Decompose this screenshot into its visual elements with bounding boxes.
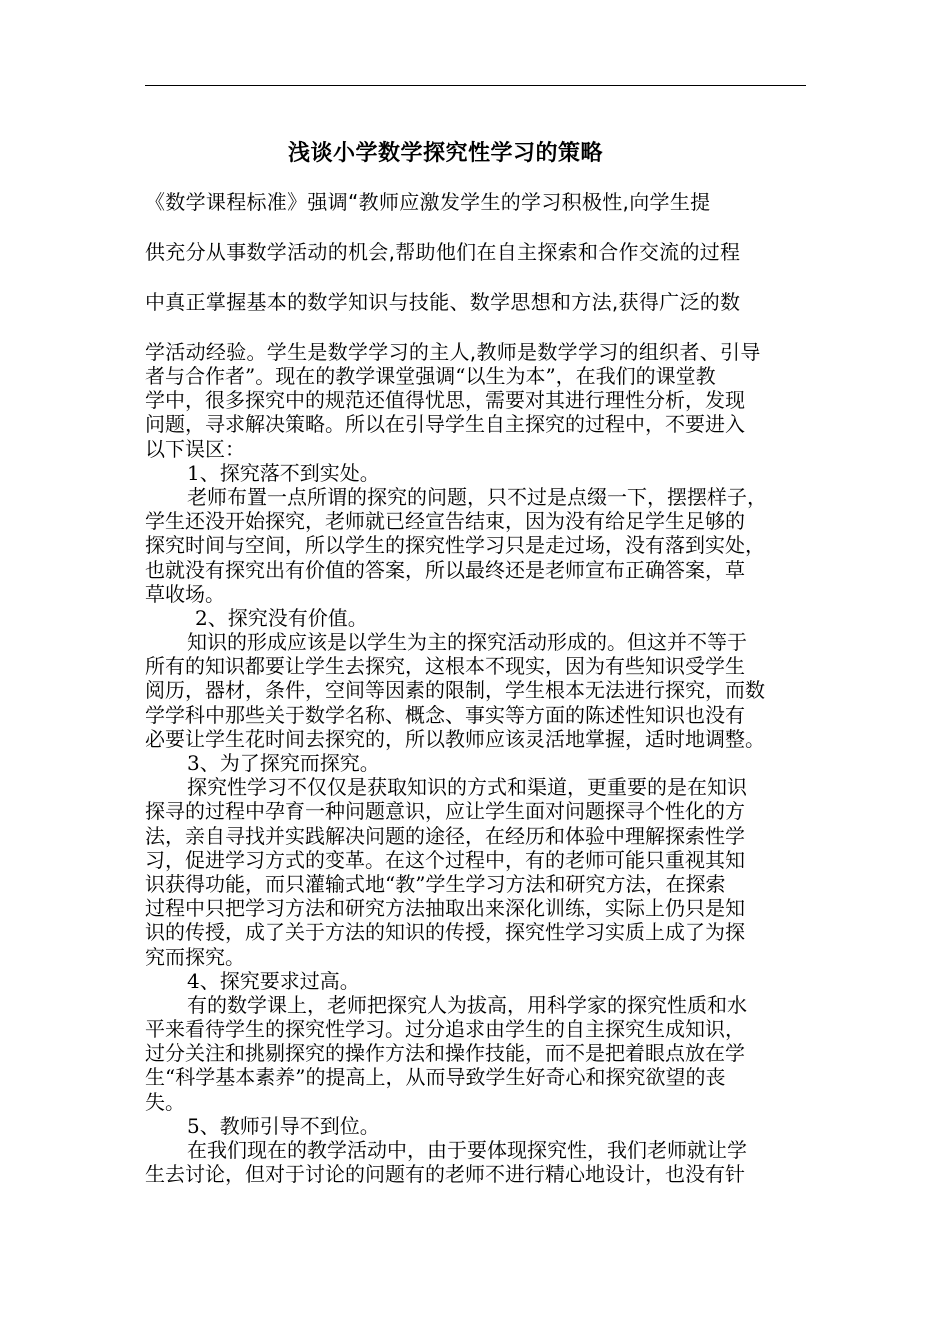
body-line: 究而探究。	[145, 944, 245, 969]
body-line: 法，亲自寻找并实践解决问题的途径，在经历和体验中理解探索性学	[145, 823, 745, 848]
body-line: 生去讨论，但对于讨论的问题有的老师不进行精心地设计，也没有针	[145, 1162, 745, 1187]
body-line: 2、探究没有价值。	[195, 605, 368, 630]
body-line: 学中，很多探究中的规范还值得忧思，需要对其进行理性分析，发现	[145, 388, 745, 413]
body-line: 学学科中那些关于数学名称、概念、事实等方面的陈述性知识也没有	[145, 702, 745, 727]
body-line: 平来看待学生的探究性学习。过分追求由学生的自主探究生成知识，	[145, 1017, 745, 1042]
body-line: 学生还没开始探究，老师就已经宣告结束，因为没有给足学生足够的	[145, 509, 745, 534]
document-title: 浅谈小学数学探究性学习的策略	[287, 141, 603, 166]
body-line: 过程中只把学习方法和研究方法抽取出来深化训练，实际上仍只是知	[145, 896, 745, 921]
intro-line-2: 供充分从事数学活动的机会,帮助他们在自主探索和合作交流的过程	[145, 240, 741, 264]
body-line: 探究时间与空间，所以学生的探究性学习只是走过场，没有落到实处，	[145, 533, 765, 558]
body-line: 所有的知识都要让学生去探究，这根本不现实，因为有些知识受学生	[145, 654, 745, 679]
body-line: 以下误区：	[145, 436, 245, 461]
body-text	[145, 364, 815, 1186]
body-line: 有的数学课上，老师把探究人为拔高，用科学家的探究性质和水	[187, 992, 747, 1017]
body-line: 老师布置一点所谓的探究的问题，只不过是点缀一下，摆摆样子，	[187, 484, 767, 509]
intro-line-4: 学活动经验。学生是数学学习的主人,教师是数学学习的组织者、引导	[145, 340, 761, 364]
body-line: 探寻的过程中孕育一种问题意识，应让学生面对问题探寻个性化的方	[145, 799, 745, 824]
body-line: 失。	[145, 1089, 185, 1114]
body-line: 生“科学基本素养”的提高上，从而导致学生好奇心和探究欲望的丧	[145, 1065, 726, 1090]
body-line: 习，促进学习方式的变革。在这个过程中，有的老师可能只重视其知	[145, 847, 745, 872]
body-line: 识获得功能，而只灌输式地“教”学生学习方法和研究方法，在探索	[145, 871, 726, 896]
body-line: 4、探究要求过高。	[187, 968, 360, 993]
intro-line-1: 《数学课程标准》强调“教师应激发学生的学习积极性,向学生提	[145, 190, 711, 214]
body-line: 识的传授，成了关于方法的知识的传授，探究性学习实质上成了为探	[145, 920, 745, 945]
header-rule	[145, 85, 806, 86]
body-line: 3、为了探究而探究。	[187, 751, 380, 775]
body-line: 必要让学生花时间去探究的，所以教师应该灵活地掌握，适时地调整。	[145, 726, 765, 751]
body-line: 也就没有探究出有价值的答案，所以最终还是老师宣布正确答案，草	[145, 557, 745, 582]
body-line: 阅历，器材，条件，空间等因素的限制，学生根本无法进行探究，而数	[145, 678, 765, 703]
body-line: 探究性学习不仅仅是获取知识的方式和渠道，更重要的是在知识	[187, 775, 747, 800]
body-line: 1、探究落不到实处。	[187, 460, 380, 485]
body-line: 知识的形成应该是以学生为主的探究活动形成的。但这并不等于	[187, 630, 747, 655]
body-line: 问题，寻求解决策略。所以在引导学生自主探究的过程中，不要进入	[145, 412, 745, 437]
body-line: 5、教师引导不到位。	[187, 1113, 380, 1138]
intro-line-3: 中真正掌握基本的数学知识与技能、数学思想和方法,获得广泛的数	[145, 290, 741, 314]
body-line: 过分关注和挑剔探究的操作方法和操作技能，而不是把着眼点放在学	[145, 1041, 745, 1066]
body-line: 草收场。	[145, 581, 225, 606]
body-line: 者与合作者”。现在的教学课堂强调“以生为本”，在我们的课堂教	[145, 364, 716, 388]
body-line: 在我们现在的教学活动中，由于要体现探究性，我们老师就让学	[187, 1138, 747, 1162]
